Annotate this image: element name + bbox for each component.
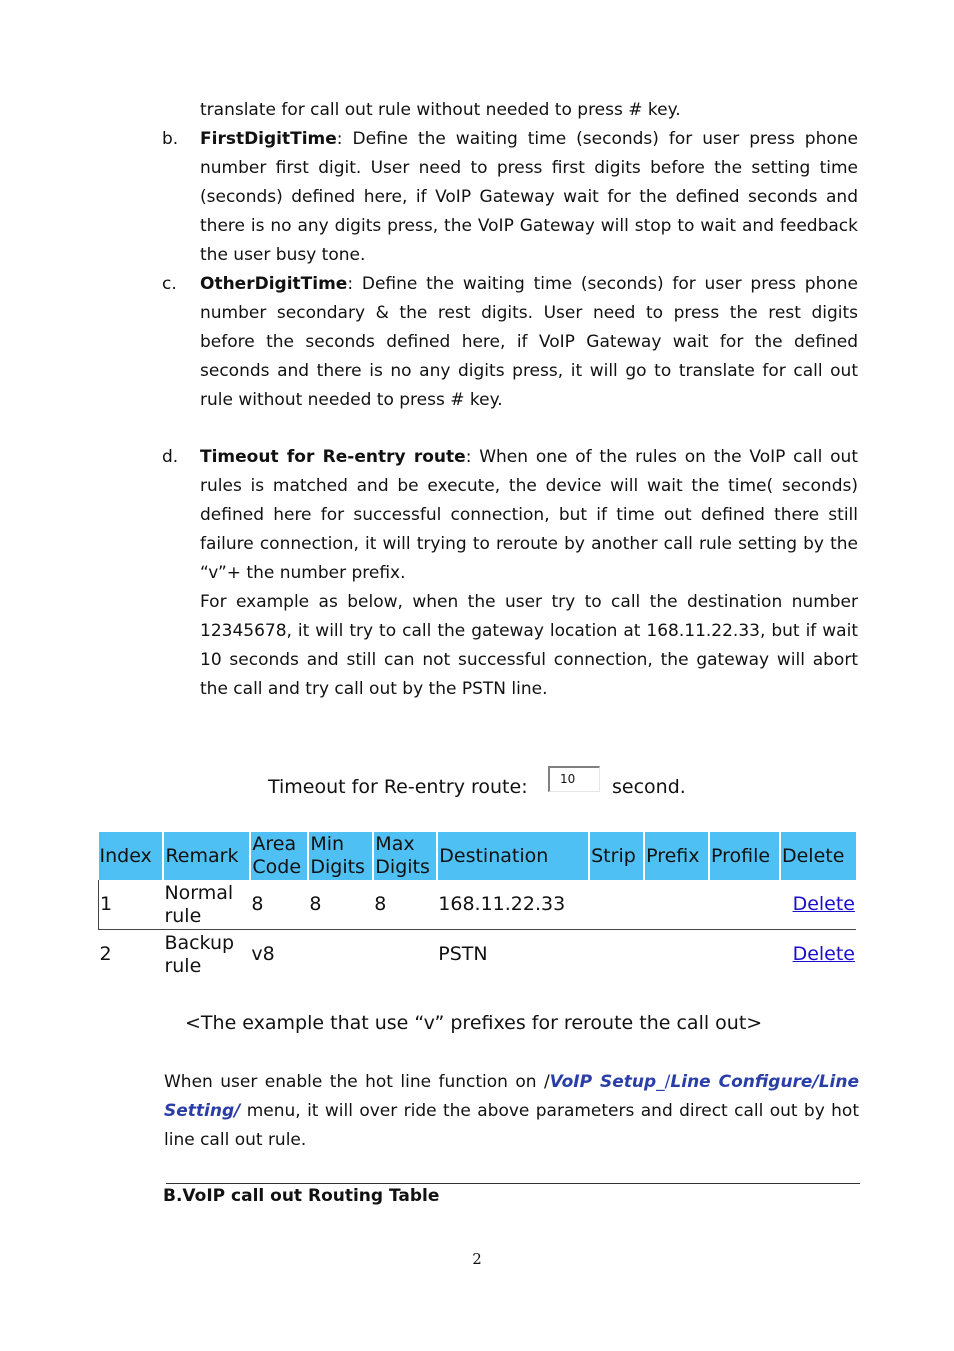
header-profile: Profile: [709, 832, 780, 880]
timeout-input[interactable]: 10: [548, 766, 600, 792]
item-c-line-4: seconds and there is no any digits press, it will go to translate for call out: [200, 361, 858, 381]
table-header-row: [99, 832, 857, 880]
cell-remark: Backup rule: [164, 931, 235, 977]
cell-profile: [709, 930, 780, 980]
item-marker-b: b.: [162, 129, 179, 149]
item-b-line-5: the user busy tone.: [200, 245, 366, 265]
cell-index: 2: [99, 943, 112, 965]
item-d-line-2: rules is matched and be execute, the device will wait the time( seconds): [200, 476, 858, 496]
cell-destination: 168.11.22.33: [437, 880, 589, 930]
line-setting-link-part2[interactable]: Setting/: [164, 1101, 241, 1121]
term-first-digit-time: FirstDigitTime: [200, 129, 337, 149]
header-index: Index: [99, 832, 164, 880]
header-destination: Destination: [437, 832, 589, 880]
item-d-text: [200, 443, 858, 704]
cell-max-digits: [373, 930, 437, 980]
hotline-line-3: line call out rule.: [164, 1130, 307, 1150]
cell-prefix: [644, 930, 709, 980]
example-line-1: For example as below, when the user try to call the destination number: [200, 592, 858, 612]
cell-max-digits: 8: [373, 880, 437, 930]
item-d-line-4: failure connection, it will trying to reroute by another call rule setting by the: [200, 534, 858, 554]
item-marker-c: c.: [162, 274, 177, 294]
header-strip: Strip: [589, 832, 644, 880]
hotline-line-1: When user enable the hot line function on /VoIP Setup_/Line Configure/Line: [164, 1072, 859, 1092]
cell-area-code: 8: [250, 880, 308, 930]
hotline-paragraph: [164, 1068, 859, 1155]
item-d-line-1: Timeout for Re-entry route: When one of the rules on the VoIP call out: [200, 447, 858, 467]
item-b-line-1: FirstDigitTime: Define the waiting time (seconds) for user press phone: [200, 129, 858, 149]
item-b-text: [200, 125, 858, 270]
item-b-line-3: (seconds) defined here, if VoIP Gateway wait for the defined seconds and: [200, 187, 858, 207]
page-number: 2: [472, 1250, 482, 1268]
delete-link[interactable]: Delete: [792, 943, 855, 965]
item-b-line-4: there is no any digits press, the VoIP Gateway will stop to wait and feedback: [200, 216, 858, 236]
example-line-4: the call and try call out by the PSTN line.: [200, 679, 548, 699]
item-d-line-5: “v”+ the number prefix.: [200, 563, 406, 583]
cell-profile: [709, 880, 780, 930]
cell-remark: Normal rule: [163, 880, 250, 930]
header-min-digits: Min Digits: [308, 832, 373, 880]
cell-min-digits: 8: [308, 880, 373, 930]
item-c-line-3: before the seconds defined here, if VoIP Gateway wait for the defined: [200, 332, 858, 352]
call-out-rules-table: [98, 832, 856, 979]
line-setting-link-part1[interactable]: Line: [818, 1072, 859, 1092]
header-prefix: Prefix: [644, 832, 709, 880]
cell-strip: [589, 930, 644, 980]
item-c-line-1: OtherDigitTime: Define the waiting time (seconds) for user press phone: [200, 274, 858, 294]
cell-min-digits: [308, 930, 373, 980]
term-other-digit-time: OtherDigitTime: [200, 274, 348, 294]
cell-prefix: [644, 880, 709, 930]
term-timeout-reentry: Timeout for Re-entry route: [200, 447, 466, 467]
example-line-2: 12345678, it will try to call the gateway location at 168.11.22.33, but if wait: [200, 621, 858, 641]
item-marker-d: d.: [162, 447, 179, 467]
example-line-3: 10 seconds and still can not successful connection, the gateway will abort: [200, 650, 858, 670]
table-row: [99, 880, 857, 930]
item-c-line-5: rule without needed to press # key.: [200, 390, 503, 410]
header-delete: Delete: [780, 832, 856, 880]
item-b-line-2: number first digit. User need to press first digits before the setting time: [200, 158, 858, 178]
section-title: B.VoIP call out Routing Table: [163, 1186, 440, 1206]
timeout-label: Timeout for Re-entry route:: [268, 776, 528, 798]
cell-area-code: v8: [251, 943, 275, 965]
cell-index: 1: [99, 880, 164, 930]
table-caption: <The example that use “v” prefixes for reroute the call out>: [185, 1012, 763, 1034]
cell-strip: [589, 880, 644, 930]
header-area-code: Area Code: [250, 832, 308, 880]
header-max-digits: Max Digits: [373, 832, 437, 880]
item-c-line-2: number secondary & the rest digits. User need to press the rest digits: [200, 303, 858, 323]
voip-setup-link[interactable]: VoIP Setup: [549, 1072, 657, 1092]
intro-line: translate for call out rule without needed to press # key.: [200, 100, 681, 120]
delete-link[interactable]: Delete: [780, 880, 856, 930]
timeout-unit: second.: [612, 776, 686, 798]
table-row: [99, 930, 857, 980]
header-remark: Remark: [163, 832, 250, 880]
line-configure-link[interactable]: Line Configure: [670, 1072, 813, 1092]
hotline-line-2: Setting/ menu, it will over ride the above parameters and direct call out by hot: [164, 1101, 859, 1121]
cell-destination: PSTN: [438, 943, 488, 965]
item-c-text: [200, 270, 858, 415]
item-d-line-3: defined here for successful connection, but if time out defined there still: [200, 505, 858, 525]
section-divider: [166, 1183, 860, 1184]
